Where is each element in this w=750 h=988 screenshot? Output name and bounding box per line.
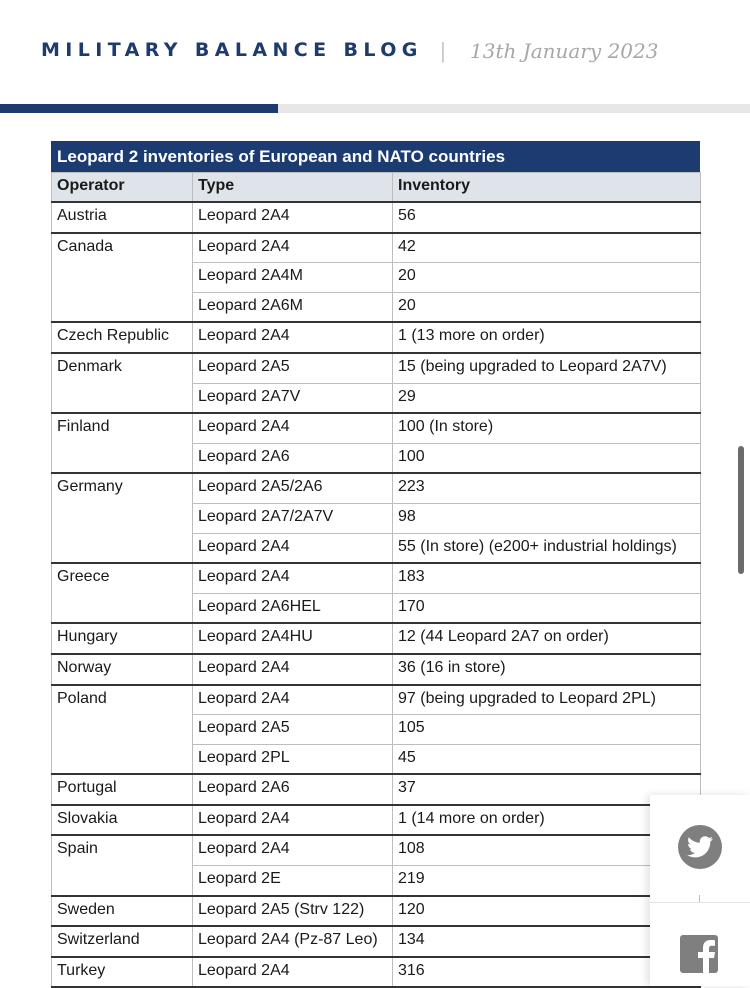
inventory-cell: 183 (393, 563, 701, 593)
column-header-inventory: Inventory (393, 173, 701, 203)
share-panel (650, 795, 750, 986)
table-row (52, 623, 701, 654)
operator-cell: Sweden (52, 896, 193, 927)
inventory-cell: 56 (393, 202, 701, 233)
type-cell: Leopard 2A5 (193, 353, 393, 383)
twitter-icon (687, 836, 713, 858)
operator-cell (52, 263, 193, 293)
page-header (0, 0, 750, 120)
inventory-cell: 97 (being upgraded to Leopard 2PL) (393, 685, 701, 715)
table-row (52, 866, 701, 896)
type-cell: Leopard 2A7V (193, 383, 393, 413)
type-cell: Leopard 2A5 (193, 715, 393, 745)
type-cell: Leopard 2A4 (193, 413, 393, 443)
table-row (52, 805, 701, 836)
reading-progress-bar (0, 104, 750, 113)
table-row (52, 322, 701, 353)
type-cell: Leopard 2A4 (193, 685, 393, 715)
type-cell: Leopard 2A6 (193, 774, 393, 805)
operator-cell: Norway (52, 654, 193, 685)
table-row (52, 413, 701, 443)
operator-cell (52, 593, 193, 623)
type-cell: Leopard 2PL (193, 744, 393, 774)
table-row (52, 353, 701, 383)
blog-title[interactable]: MILITARY BALANCE BLOG (41, 39, 423, 61)
operator-cell (52, 503, 193, 533)
operator-cell (52, 533, 193, 563)
type-cell: Leopard 2A5/2A6 (193, 473, 393, 503)
inventory-cell: 100 (In store) (393, 413, 701, 443)
operator-cell (52, 866, 193, 896)
table-row (52, 202, 701, 233)
table-row (52, 383, 701, 413)
type-cell: Leopard 2A4 (193, 533, 393, 563)
inventory-cell: 55 (In store) (e200+ industrial holdings) (393, 533, 701, 563)
type-cell: Leopard 2A4 (193, 835, 393, 865)
table-row (52, 774, 701, 805)
inventory-table-container (51, 141, 700, 988)
operator-cell: Greece (52, 563, 193, 593)
header-separator: | (440, 38, 446, 63)
publish-date: 13th January 2023 (470, 39, 659, 63)
inventory-cell: 45 (393, 744, 701, 774)
inventory-cell: 219 (393, 866, 701, 896)
table-row (52, 563, 701, 593)
type-cell: Leopard 2A4 (Pz-87 Leo) (193, 926, 393, 957)
operator-cell: Canada (52, 233, 193, 263)
operator-cell: Denmark (52, 353, 193, 383)
operator-cell: Hungary (52, 623, 193, 654)
table-row (52, 957, 701, 988)
operator-cell (52, 292, 193, 322)
operator-cell: Switzerland (52, 926, 193, 957)
type-cell: Leopard 2A6 (193, 443, 393, 473)
type-cell: Leopard 2A4 (193, 322, 393, 353)
table-row (52, 654, 701, 685)
table-row (52, 443, 701, 473)
operator-cell (52, 744, 193, 774)
type-cell: Leopard 2A4 (193, 805, 393, 836)
type-cell: Leopard 2A4 (193, 202, 393, 233)
inventory-cell: 108 (393, 835, 701, 865)
type-cell: Leopard 2A4 (193, 654, 393, 685)
table-row (52, 503, 701, 533)
inventory-cell: 134 (393, 926, 701, 957)
operator-cell: Spain (52, 835, 193, 865)
operator-cell (52, 443, 193, 473)
table-row (52, 263, 701, 293)
table-row (52, 533, 701, 563)
operator-cell: Portugal (52, 774, 193, 805)
operator-cell: Germany (52, 473, 193, 503)
operator-cell: Austria (52, 202, 193, 233)
inventory-cell: 105 (393, 715, 701, 745)
type-cell: Leopard 2A4 (193, 563, 393, 593)
operator-cell (52, 715, 193, 745)
inventory-cell: 12 (44 Leopard 2A7 on order) (393, 623, 701, 654)
table-header-row (52, 173, 701, 203)
inventory-cell: 42 (393, 233, 701, 263)
table-row (52, 835, 701, 865)
type-cell: Leopard 2A6M (193, 292, 393, 322)
table-row (52, 896, 701, 927)
column-header-type: Type (193, 173, 393, 203)
type-cell: Leopard 2A4 (193, 957, 393, 988)
operator-cell: Turkey (52, 957, 193, 988)
type-cell: Leopard 2A4M (193, 263, 393, 293)
type-cell: Leopard 2E (193, 866, 393, 896)
table-row (52, 685, 701, 715)
operator-cell (52, 383, 193, 413)
type-cell: Leopard 2A6HEL (193, 593, 393, 623)
inventory-cell: 100 (393, 443, 701, 473)
type-cell: Leopard 2A5 (Strv 122) (193, 896, 393, 927)
share-divider (650, 902, 750, 903)
inventory-table (51, 172, 701, 988)
operator-cell: Finland (52, 413, 193, 443)
table-row (52, 926, 701, 957)
inventory-cell: 1 (13 more on order) (393, 322, 701, 353)
table-title: Leopard 2 inventories of European and NATO countries (51, 141, 700, 172)
facebook-share-button[interactable] (680, 935, 718, 973)
reading-progress-fill (0, 104, 278, 113)
operator-cell: Czech Republic (52, 322, 193, 353)
inventory-cell: 15 (being upgraded to Leopard 2A7V) (393, 353, 701, 383)
table-row (52, 593, 701, 623)
inventory-cell: 36 (16 in store) (393, 654, 701, 685)
inventory-cell: 29 (393, 383, 701, 413)
table-row (52, 715, 701, 745)
scrollbar-thumb[interactable] (738, 446, 744, 574)
twitter-share-button[interactable] (678, 825, 722, 869)
inventory-cell: 120 (393, 896, 701, 927)
table-row (52, 744, 701, 774)
inventory-cell: 223 (393, 473, 701, 503)
type-cell: Leopard 2A7/2A7V (193, 503, 393, 533)
inventory-cell: 1 (14 more on order) (393, 805, 701, 836)
inventory-cell: 37 (393, 774, 701, 805)
inventory-cell: 316 (393, 957, 701, 988)
inventory-cell: 20 (393, 263, 701, 293)
table-row (52, 473, 701, 503)
operator-cell: Slovakia (52, 805, 193, 836)
column-header-operator: Operator (52, 173, 193, 203)
facebook-icon (694, 939, 718, 973)
table-row (52, 233, 701, 263)
inventory-cell: 98 (393, 503, 701, 533)
inventory-cell: 170 (393, 593, 701, 623)
type-cell: Leopard 2A4 (193, 233, 393, 263)
type-cell: Leopard 2A4HU (193, 623, 393, 654)
table-row (52, 292, 701, 322)
operator-cell: Poland (52, 685, 193, 715)
inventory-cell: 20 (393, 292, 701, 322)
